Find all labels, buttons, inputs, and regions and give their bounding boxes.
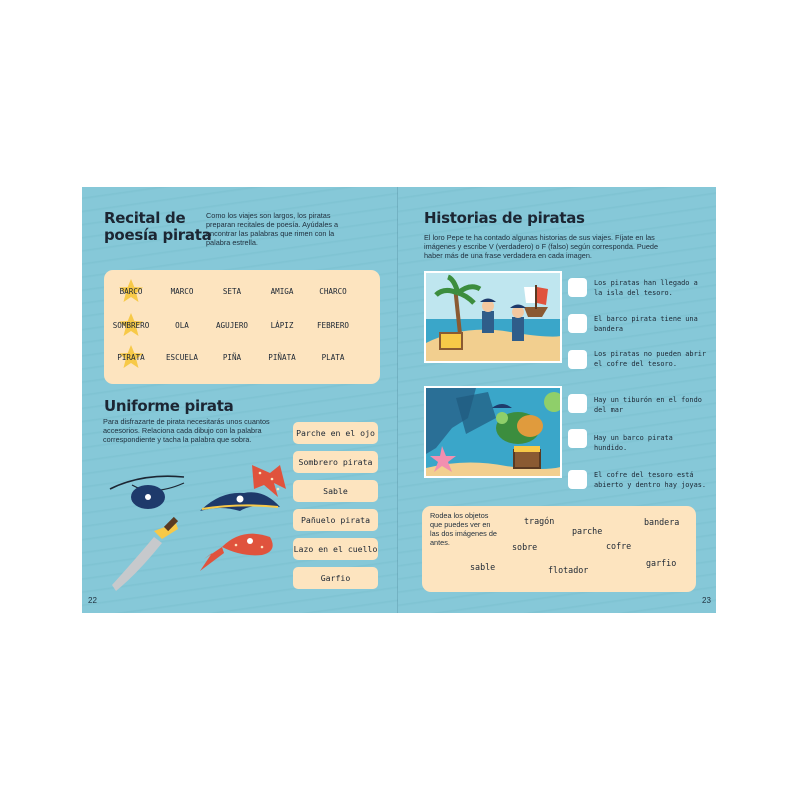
rhyme-word-grid (104, 270, 380, 384)
true-false-checkbox[interactable] (568, 470, 587, 489)
costume-label[interactable]: Garfio (293, 567, 378, 589)
object-word[interactable]: bandera (644, 517, 680, 527)
rhyme-word[interactable]: PIÑA (222, 353, 242, 362)
costume-label[interactable]: Parche en el ojo (293, 422, 378, 444)
island-scene-image (424, 271, 562, 363)
stories-title: Historias de piratas (424, 209, 585, 227)
object-word[interactable]: garfio (646, 558, 677, 568)
rhyme-word[interactable]: SETA (222, 287, 242, 296)
true-false-checkbox[interactable] (568, 314, 587, 333)
costume-label[interactable]: Pañuelo pirata (293, 509, 378, 531)
object-word[interactable]: parche (572, 526, 603, 536)
objects-word-box (422, 506, 696, 592)
rhyme-word[interactable]: PIRATA (117, 353, 145, 362)
recital-instructions: Como los viajes son largos, los piratas preparan recitales de poesía. Ayúdales a encontrar las palabras que rimen con la palabra estrella. (206, 211, 339, 247)
page-number: 23 (702, 596, 711, 605)
page-number: 22 (88, 596, 97, 605)
sabre-icon (112, 517, 178, 591)
object-word[interactable]: sable (470, 562, 496, 572)
true-false-checkbox[interactable] (568, 278, 587, 297)
true-false-checkbox[interactable] (568, 394, 587, 413)
rhyme-word[interactable]: SOMBRERO (112, 321, 150, 330)
object-word[interactable]: sobre (512, 542, 538, 552)
rhyme-word[interactable]: CHARCO (319, 287, 347, 296)
true-false-checkbox[interactable] (568, 429, 587, 448)
stories-instructions: El loro Pepe te ha contado algunas historias de sus viajes. Fíjate en las imágenes y escribe V (verdadero) o F (falso) según corresponda. Puede haber más de una frase verdadera en cada imagen. (424, 233, 659, 260)
underwater-scene-image (424, 386, 562, 478)
uniform-title: Uniforme pirata (104, 397, 234, 415)
eye-patch-icon (110, 476, 184, 509)
recital-title (104, 210, 211, 244)
pirate-hat-icon (200, 492, 280, 511)
objects-instructions: Rodea los objetos que puedes ver en las dos imágenes de antes. (430, 511, 497, 547)
rhyme-word[interactable]: OLA (175, 321, 189, 330)
recital-title-line1: Recital de (104, 209, 186, 227)
statement-text: Los piratas no pueden abrir el cofre del tesoro. (594, 350, 707, 368)
rhyme-word[interactable]: AMIGA (270, 287, 294, 296)
object-word[interactable]: cofre (606, 541, 632, 551)
neck-scarf-icon (252, 465, 286, 497)
rhyme-word[interactable]: AGUJERO (215, 321, 248, 330)
costume-label[interactable]: Sombrero pirata (293, 451, 378, 473)
object-word[interactable]: tragón (524, 516, 555, 526)
costume-label[interactable]: Sable (293, 480, 378, 502)
uniform-instructions: Para disfrazarte de pirata necesitarás unos cuantos accesorios. Relaciona cada dibujo con la palabra correspondiente y tacha la palabra que sobra. (103, 417, 270, 444)
statement-text: El barco pirata tiene una bandera (594, 315, 698, 333)
costume-label[interactable]: Lazo en el cuello (293, 538, 378, 560)
rhyme-word[interactable]: PIÑATA (268, 353, 296, 362)
right-page (398, 187, 716, 613)
rhyme-word[interactable]: FEBRERO (316, 321, 349, 330)
left-page (82, 187, 398, 613)
rhyme-word[interactable]: BARCO (119, 287, 143, 296)
statement-text: Los piratas han llegado a la isla del tesoro. (594, 279, 698, 297)
rhyme-word[interactable]: MARCO (170, 287, 194, 296)
statement-text: Hay un tiburón en el fondo del mar (594, 396, 702, 414)
statement-text: Hay un barco pirata hundido. (594, 434, 673, 452)
statement-text: El cofre del tesoro está abierto y dentro hay joyas. (594, 471, 707, 489)
object-word[interactable]: flotador (548, 565, 589, 575)
rhyme-word[interactable]: PLATA (321, 353, 345, 362)
rhyme-word[interactable]: LÁPIZ (270, 321, 294, 330)
recital-title-line2: poesía pirata (104, 226, 212, 244)
true-false-checkbox[interactable] (568, 350, 587, 369)
bandana-icon (200, 534, 273, 571)
costume-illustrations (102, 459, 292, 599)
rhyme-word[interactable]: ESCUELA (165, 353, 198, 362)
